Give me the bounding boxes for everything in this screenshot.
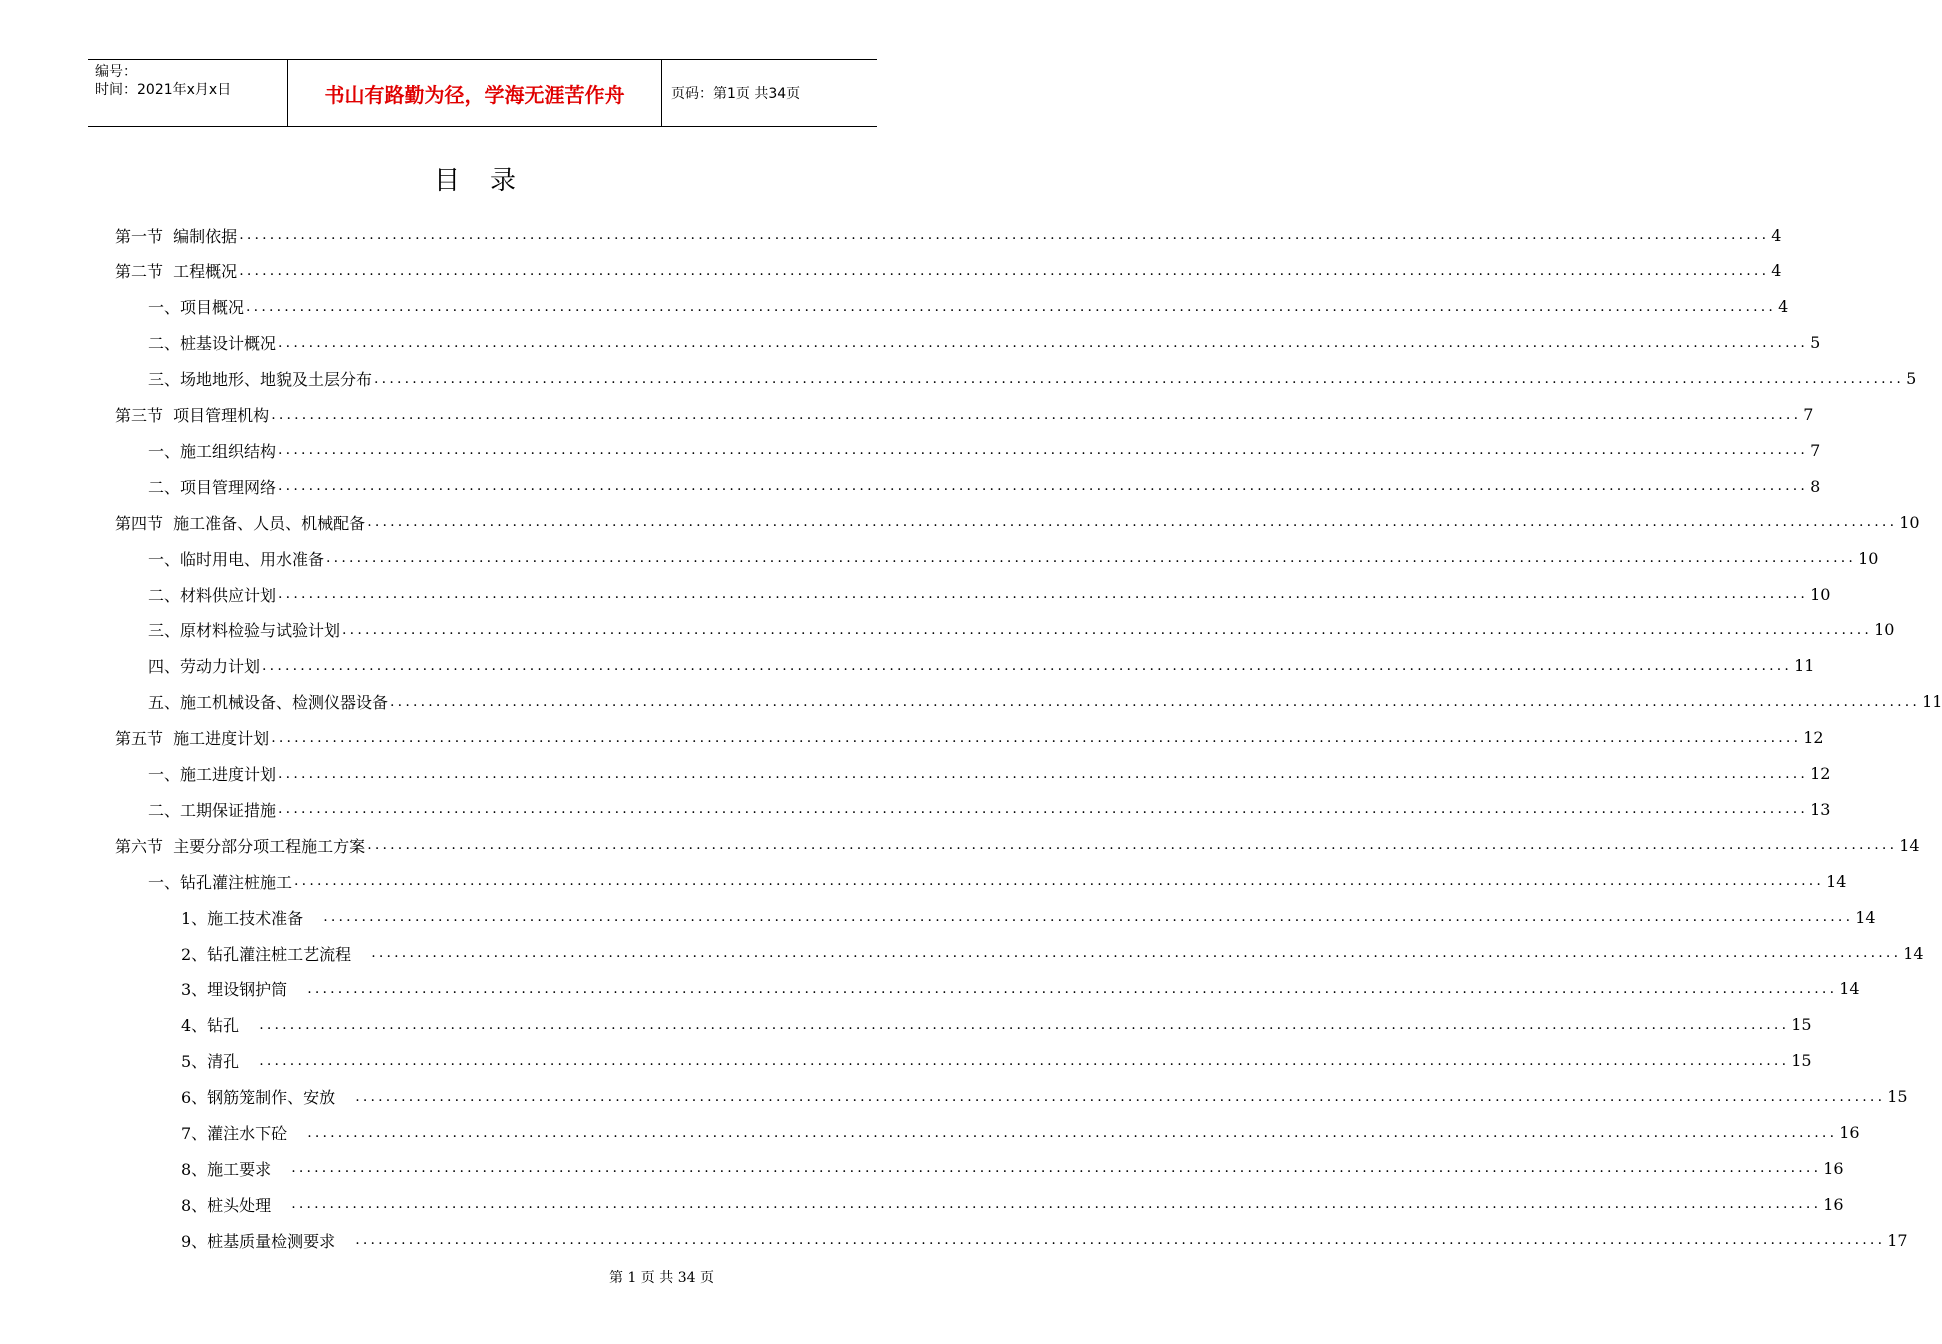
toc-entry[interactable] [115,720,1824,756]
toc-entry-page: 10 [1858,548,1879,568]
toc-entry-label: 二、工期保证措施 [148,800,277,820]
toc-entry-label: 二、材料供应计划 [148,585,277,605]
toc-entry-page: 17 [1887,1230,1908,1250]
toc-entry-label: 5、清孔 [181,1052,240,1072]
toc-entry-label: 第一节 编制依据 [115,226,238,246]
toc-entry-label: 一、临时用电、用水准备 [148,549,325,569]
toc-leader-dots: ........................................................................................................................................................................................................ [355,1232,1886,1249]
toc-entry[interactable] [181,1115,1860,1151]
toc-entry-page: 4 [1771,261,1782,281]
toc-leader-dots: ........................................................................................................................................................................................................ [342,621,1873,638]
toc-leader-dots: ........................................................................................................................................................................................................ [278,478,1809,495]
toc-entry[interactable] [115,217,1782,253]
toc-entry[interactable] [148,612,1895,648]
toc-entry[interactable] [181,935,1924,971]
toc-entry-page: 15 [1791,1051,1812,1071]
toc-leader-dots: ........................................................................................................................................................................................................ [246,298,1777,315]
toc-entry-label: 第六节 主要分部分项工程施工方案 [115,836,366,856]
header-meta [88,60,288,126]
toc-leader-dots: ........................................................................................................................................................................................................ [326,550,1857,567]
toc-entry-page: 7 [1810,440,1821,460]
toc-leader-dots: ........................................................................................................................................................................................................ [367,837,1898,854]
toc-entry[interactable] [148,791,1831,827]
toc-leader-dots: ........................................................................................................................................................................................................ [271,406,1802,423]
toc-entry-label: 2、钻孔灌注桩工艺流程 [181,944,352,964]
toc-entry-page: 10 [1874,620,1895,640]
toc-leader-dots: ........................................................................................................................................................................................................ [259,1052,1790,1069]
toc-entry[interactable] [181,1150,1844,1186]
header-motto: 书山有路勤为径，学海无涯苦作舟 [288,60,662,126]
toc-entry-page: 14 [1903,943,1924,963]
toc-entry[interactable] [148,468,1821,504]
toc-entry-page: 11 [1922,692,1942,712]
toc-leader-dots: ........................................................................................................................................................................................................ [259,1016,1790,1033]
toc-entry[interactable] [181,1079,1908,1115]
toc-entry-label: 二、项目管理网络 [148,477,277,497]
toc-entry[interactable] [148,756,1831,792]
toc-leader-dots: ........................................................................................................................................................................................................ [390,693,1921,710]
toc-entry-page: 14 [1839,979,1860,999]
toc-leader-dots: ........................................................................................................................................................................................................ [355,1088,1886,1105]
toc-entry-label: 1、施工技术准备 [181,908,304,928]
toc-entry-page: 11 [1794,656,1815,676]
toc-entry-page: 10 [1810,584,1831,604]
toc-entry-label: 第二节 工程概况 [115,262,238,282]
toc-leader-dots: ........................................................................................................................................................................................................ [367,514,1898,531]
toc-leader-dots: ........................................................................................................................................................................................................ [278,765,1809,782]
toc-entry[interactable] [115,397,1814,433]
toc-entry[interactable] [148,648,1815,684]
toc-entry-page: 14 [1899,835,1920,855]
toc-entry-page: 8 [1810,476,1821,496]
toc-entry-label: 7、灌注水下砼 [181,1124,288,1143]
toc-entry-label: 五、施工机械设备、检测仪器设备 [148,693,389,713]
toc-entry[interactable] [115,253,1782,289]
toc-entry[interactable] [148,432,1821,468]
toc-entry[interactable] [115,504,1920,540]
toc-entry-label: 8、施工要求 [181,1159,272,1179]
toc-entry-page: 5 [1810,333,1821,353]
toc-entry[interactable] [181,971,1860,1007]
toc-entry[interactable] [148,684,1942,720]
page-header [88,59,877,127]
toc-entry[interactable] [181,1043,1812,1079]
toc-entry-page: 4 [1778,297,1789,317]
toc-entry-label: 8、桩头处理 [181,1195,272,1215]
toc-entry-page: 16 [1839,1123,1860,1142]
toc-entry-page: 15 [1887,1087,1908,1107]
toc-entry-page: 16 [1823,1158,1844,1178]
toc-entry[interactable] [148,576,1831,612]
toc-leader-dots: ........................................................................................................................................................................................................ [374,370,1905,387]
toc-entry-page: 14 [1855,907,1876,927]
toc-entry-label: 第五节 施工进度计划 [115,729,270,749]
toc-leader-dots: ........................................................................................................................................................................................................ [307,1124,1838,1141]
toc-entry[interactable] [148,863,1847,899]
toc-entry[interactable] [148,325,1821,361]
toc-leader-dots: ........................................................................................................................................................................................................ [278,442,1809,459]
toc-entry-label: 9、桩基质量检测要求 [181,1231,336,1251]
toc-entry-page: 13 [1810,799,1831,819]
toc-leader-dots: ........................................................................................................................................................................................................ [239,227,1770,243]
toc-entry-label: 6、钢筋笼制作、安放 [181,1088,336,1108]
toc-leader-dots: ........................................................................................................................................................................................................ [291,1196,1822,1213]
toc-entry[interactable] [148,361,1917,397]
toc-entry-page: 14 [1826,871,1847,891]
toc-entry-page: 15 [1791,1015,1812,1035]
toc-leader-dots: ........................................................................................................................................................................................................ [262,657,1793,674]
toc-entry[interactable] [181,899,1876,935]
toc-entry-label: 三、原材料检验与试验计划 [148,621,341,641]
toc-leader-dots: ........................................................................................................................................................................................................ [278,801,1809,818]
toc-entry[interactable] [181,1186,1844,1222]
toc-entry[interactable] [148,540,1879,576]
toc-entry-page: 4 [1771,225,1782,245]
toc-leader-dots: ........................................................................................................................................................................................................ [278,334,1809,351]
toc-entry-label: 3、埋设钢护筒 [181,980,288,1000]
toc-entry-label: 第三节 项目管理机构 [115,406,270,425]
toc-leader-dots: ........................................................................................................................................................................................................ [371,945,1902,961]
toc-entry[interactable] [181,1007,1812,1043]
toc-leader-dots: ........................................................................................................................................................................................................ [307,980,1838,997]
toc-leader-dots: ........................................................................................................................................................................................................ [291,1160,1822,1177]
toc-entry-label: 4、钻孔 [181,1016,240,1036]
toc-entry[interactable] [148,289,1789,325]
toc-entry-label: 二、桩基设计概况 [148,334,277,354]
toc-entry-page: 12 [1810,764,1831,783]
toc-entry-label: 一、施工进度计划 [148,765,277,784]
toc-entry-page: 7 [1803,405,1814,424]
toc-entry[interactable] [115,827,1920,863]
toc-entry[interactable] [181,1222,1908,1258]
toc-leader-dots: ........................................................................................................................................................................................................ [323,909,1854,926]
toc-entry-label: 四、劳动力计划 [148,657,261,677]
page-title: 目录 [433,166,546,196]
toc-entry-page: 10 [1899,512,1920,532]
toc-entry-label: 第四节 施工准备、人员、机械配备 [115,513,366,533]
toc-entry-label: 一、项目概况 [148,298,245,318]
header-page-info: 页码：第1页 共34页 [671,86,801,102]
document-number-label: 编号： [95,64,137,80]
toc-leader-dots: ........................................................................................................................................................................................................ [278,586,1809,602]
toc-leader-dots: ........................................................................................................................................................................................................ [294,873,1825,890]
toc-entry-page: 5 [1906,369,1917,389]
page-footer: 第 1 页 共 34 页 [609,1270,714,1286]
toc-entry-label: 三、场地地形、地貌及土层分布 [148,370,373,390]
toc-leader-dots: ........................................................................................................................................................................................................ [239,262,1770,279]
toc-entry-page: 16 [1823,1194,1844,1214]
toc-entry-label: 一、施工组织结构 [148,441,277,461]
toc-leader-dots: ........................................................................................................................................................................................................ [271,729,1802,746]
toc-entry-page: 12 [1803,728,1824,748]
toc-entry-label: 一、钻孔灌注桩施工 [148,872,293,892]
document-time: 时间：2021年x月x日 [95,82,232,98]
